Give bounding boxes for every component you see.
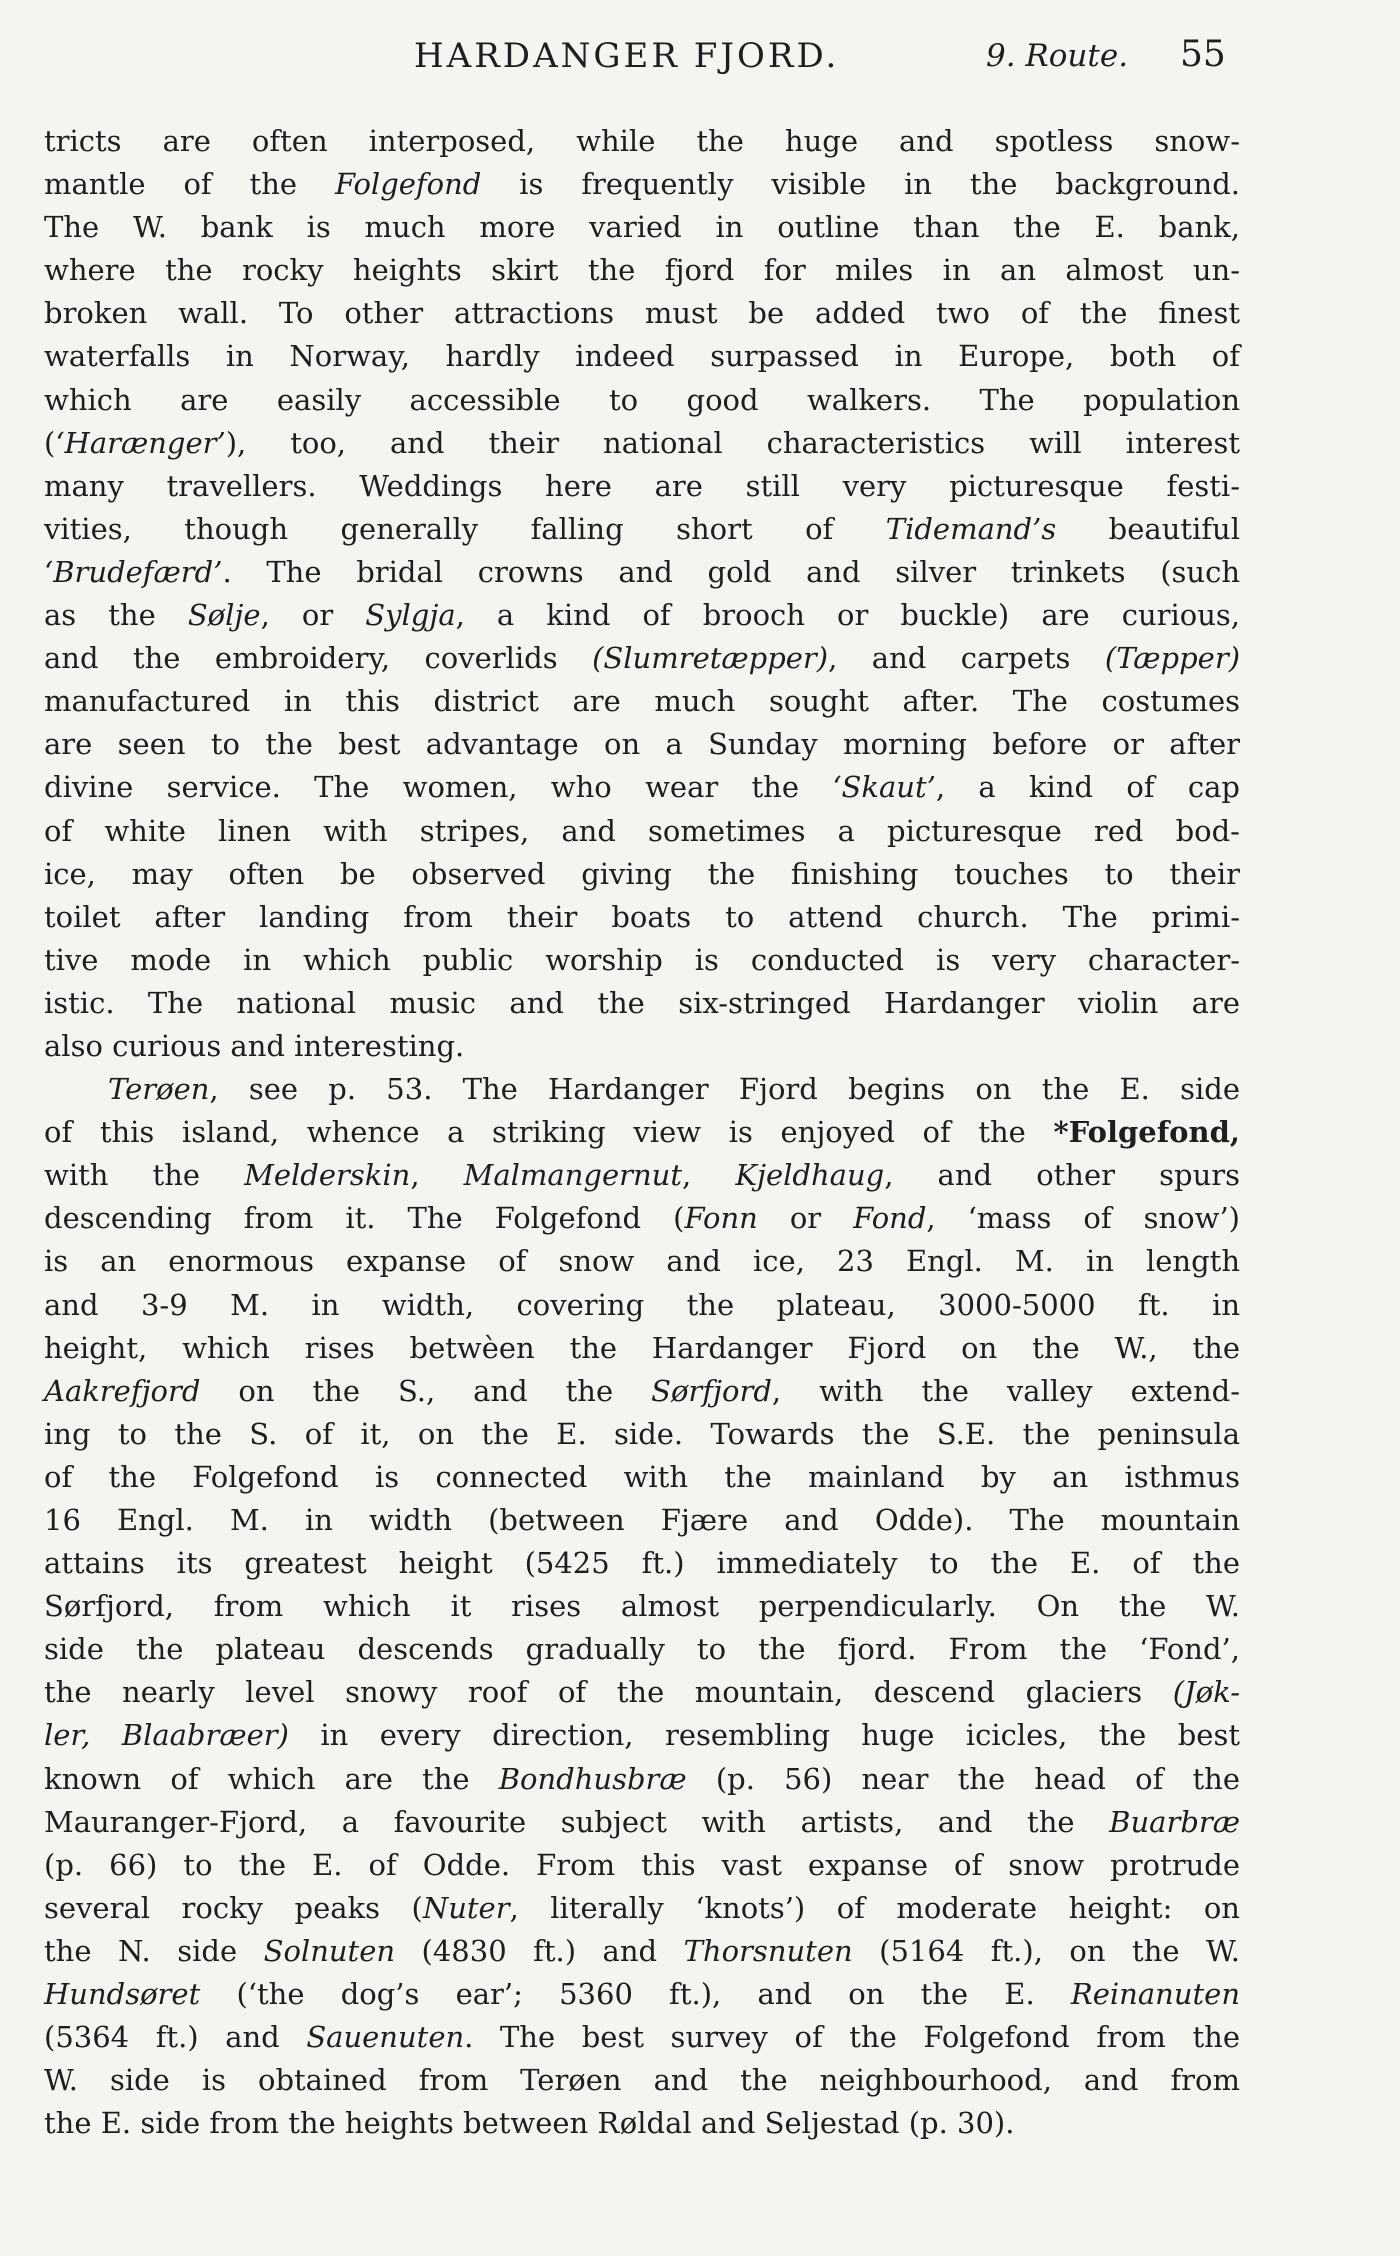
text-run: is an enormous expanse of snow and ice, 23 Engl. M. in length [44, 1244, 1240, 1279]
text-run: of white linen with stripes, and sometimes a picturesque red bod- [44, 813, 1240, 848]
text-line [44, 1240, 1240, 1283]
italic-term: Buarbræ [1109, 1804, 1240, 1839]
body-text [44, 120, 1240, 2145]
text-run: The W. bank is much more varied in outline than the E. bank, [44, 210, 1240, 245]
italic-term: Solnuten [263, 1933, 396, 1968]
text-line [44, 120, 1240, 163]
italic-term: Tidemand’s [885, 511, 1057, 546]
text-run: are seen to the best advantage on a Sunday morning before or after [44, 727, 1240, 762]
text-line [44, 637, 1240, 680]
text-line [44, 1714, 1240, 1757]
text-run: , or [260, 598, 366, 633]
italic-term: Bondhusbræ [498, 1761, 687, 1796]
text-line [44, 1111, 1240, 1154]
text-run: tricts are often interposed, while the huge and spotless snow- [44, 124, 1240, 158]
text-run: or [757, 1201, 854, 1236]
italic-term: (Slumretæpper) [592, 641, 829, 676]
text-run: Sørfjord, from which it rises almost perpendicularly. On the W. [44, 1589, 1240, 1624]
text-run: , with the valley extend- [771, 1373, 1240, 1408]
bold-term: *Folgefond, [1053, 1115, 1240, 1150]
italic-term: ‘Harænger’ [55, 425, 226, 460]
text-line [44, 1628, 1240, 1671]
text-line [44, 465, 1240, 508]
text-line [44, 1284, 1240, 1327]
text-line [44, 896, 1240, 939]
text-line [44, 1930, 1240, 1973]
text-run: of the Folgefond is connected with the mainland by an isthmus [44, 1459, 1240, 1494]
text-run: in every direction, resembling huge icicles, the best [288, 1718, 1240, 1753]
text-run: ), too, and their national characteristics will interest [225, 425, 1240, 460]
text-line [44, 379, 1240, 422]
text-run: waterfalls in Norway, hardly indeed surpassed in Europe, both of [44, 339, 1240, 374]
text-run: descending from it. The Folgefond ( [44, 1201, 685, 1236]
italic-term: Aakrefjord [44, 1373, 201, 1408]
text-run: (‘the dog’s ear’; 5360 ft.), and on the E. [200, 1977, 1071, 2012]
text-run: known of which are the [44, 1761, 499, 1796]
text-run: (5164 ft.), on the W. [852, 1933, 1240, 1968]
text-line [44, 1844, 1240, 1887]
text-line [44, 292, 1240, 335]
page-number: 55 [1180, 34, 1226, 75]
text-run: , [410, 1158, 464, 1193]
text-run: which are easily accessible to good walkers. The population [44, 382, 1240, 417]
text-run: . The bridal crowns and gold and silver trinkets (such [222, 554, 1240, 589]
text-run: broken wall. To other attractions must be added two of the finest [44, 296, 1240, 331]
italic-term: ‘Brudefærd’ [44, 554, 223, 589]
italic-term: Sølje [187, 598, 261, 633]
text-run: is frequently visible in the background. [481, 167, 1240, 202]
italic-term: Nuter [422, 1890, 510, 1925]
text-line [44, 335, 1240, 378]
italic-term: Terøen [108, 1072, 210, 1107]
text-line [44, 1456, 1240, 1499]
text-line [44, 1801, 1240, 1844]
text-run: , see p. 53. The Hardanger Fjord begins on the E. side [209, 1072, 1240, 1107]
text-run: with the [44, 1158, 245, 1193]
text-run: ice, may often be observed giving the finishing touches to their [44, 856, 1240, 891]
italic-term: Thorsnuten [683, 1933, 853, 1968]
running-header [44, 32, 1244, 82]
text-run: , and other spurs [884, 1158, 1241, 1193]
text-run: . The best survey of the Folgefond from the [464, 2020, 1240, 2055]
text-run: and the embroidery, coverlids [44, 641, 593, 676]
text-run: istic. The national music and the six-stringed Hardanger violin are [44, 985, 1240, 1020]
italic-term: (Tæpper) [1104, 641, 1241, 676]
text-run: also curious and interesting. [44, 1028, 465, 1063]
text-line [44, 680, 1240, 723]
text-line [44, 1370, 1240, 1413]
text-run: , ‘mass of snow’) [926, 1201, 1240, 1236]
text-line [44, 1413, 1240, 1456]
text-run: of this island, whence a striking view is enjoyed of the [44, 1115, 1054, 1150]
italic-term: Melderskin [244, 1158, 411, 1193]
text-line [44, 2102, 1240, 2145]
text-run: where the rocky heights skirt the fjord for miles in an almost un- [44, 253, 1240, 288]
text-line [44, 1025, 1240, 1068]
text-run: , literally ‘knots’) of moderate height: on [509, 1890, 1240, 1925]
text-run: and 3-9 M. in width, covering the plateau, 3000-5000 ft. in [44, 1287, 1240, 1322]
text-run: the N. side [44, 1933, 264, 1968]
text-run: 16 Engl. M. in width (between Fjære and Odde). The mountain [44, 1503, 1240, 1537]
italic-term: Reinanuten [1070, 1977, 1240, 2012]
text-run: (p. 56) near the head of the [686, 1761, 1241, 1796]
italic-term: Kjeldhaug [735, 1158, 885, 1193]
italic-term: (Jøk- [1172, 1675, 1240, 1710]
italic-term: Fond [853, 1201, 927, 1236]
text-line [44, 1068, 1240, 1111]
text-line [44, 551, 1240, 594]
text-run: mantle of the [44, 167, 335, 202]
text-line [44, 939, 1240, 982]
italic-term: Folgefond [334, 167, 482, 202]
text-line [44, 1499, 1240, 1542]
text-run: divine service. The women, who wear the [44, 770, 833, 805]
text-run: side the plateau descends gradually to the fjord. From the ‘Fond’, [44, 1632, 1240, 1667]
text-run: tive mode in which public worship is conducted is very character- [44, 942, 1240, 977]
text-run: the nearly level snowy roof of the mountain, descend glaciers [44, 1675, 1173, 1710]
text-run: many travellers. Weddings here are still very picturesque festi- [44, 468, 1240, 503]
italic-term: Sylgja [365, 598, 456, 633]
italic-term: Sørfjord [651, 1373, 772, 1408]
text-run: , and carpets [828, 641, 1105, 676]
text-line [44, 1154, 1240, 1197]
text-line [44, 249, 1240, 292]
text-line [44, 1197, 1240, 1240]
text-line [44, 982, 1240, 1025]
text-run: several rocky peaks ( [44, 1890, 423, 1925]
text-line [44, 1887, 1240, 1930]
text-line [44, 2016, 1240, 2059]
text-run: the E. side from the heights between Røldal and Seljestad (p. 30). [44, 2106, 1015, 2141]
text-line [44, 1585, 1240, 1628]
text-run: Mauranger-Fjord, a favourite subject with artists, and the [44, 1804, 1110, 1839]
text-line [44, 163, 1240, 206]
text-line [44, 766, 1240, 809]
text-line [44, 206, 1240, 249]
text-run: height, which rises betwèen the Hardanger Fjord on the W., the [44, 1330, 1240, 1365]
text-run: (4830 ft.) and [395, 1933, 684, 1968]
italic-term: Sauenuten [306, 2020, 465, 2055]
text-run: beautiful [1056, 511, 1240, 546]
text-run: , [681, 1158, 736, 1193]
text-line [44, 1671, 1240, 1714]
italic-term: Malmangernut [463, 1158, 682, 1193]
text-run: on the S., and the [200, 1373, 652, 1408]
text-line [44, 1542, 1240, 1585]
italic-term: Hundsøret [44, 1977, 201, 2012]
italic-term: ‘Skaut’ [832, 770, 936, 805]
text-run: , a kind of cap [935, 770, 1240, 805]
text-run: W. side is obtained from Terøen and the neighbourhood, and from [44, 2063, 1240, 2098]
text-line [44, 594, 1240, 637]
header-title: HARDANGER FJORD. [414, 36, 840, 76]
header-route: 9. Route. [986, 38, 1129, 74]
italic-term: Fonn [684, 1201, 758, 1236]
italic-term: ler, Blaabræer) [44, 1718, 289, 1753]
text-line [44, 1758, 1240, 1801]
text-run: vities, though generally falling short of [44, 511, 886, 546]
text-run: (p. 66) to the E. of Odde. From this vast expanse of snow protrude [44, 1847, 1240, 1882]
text-line [44, 508, 1240, 551]
text-line [44, 810, 1240, 853]
text-run: attains its greatest height (5425 ft.) immediately to the E. of the [44, 1546, 1240, 1581]
text-line [44, 2059, 1240, 2102]
text-run: manufactured in this district are much sought after. The costumes [44, 684, 1240, 719]
text-line [44, 1327, 1240, 1370]
text-run: as the [44, 598, 188, 633]
text-line [44, 723, 1240, 766]
text-run: ( [44, 425, 56, 460]
text-line [44, 1973, 1240, 2016]
text-line [44, 853, 1240, 896]
text-run: (5364 ft.) and [44, 2020, 307, 2055]
text-run: toilet after landing from their boats to attend church. The primi- [44, 899, 1240, 934]
text-run: ing to the S. of it, on the E. side. Towards the S.E. the peninsula [44, 1416, 1240, 1451]
text-run: , a kind of brooch or buckle) are curious, [455, 598, 1240, 633]
text-line [44, 422, 1240, 465]
